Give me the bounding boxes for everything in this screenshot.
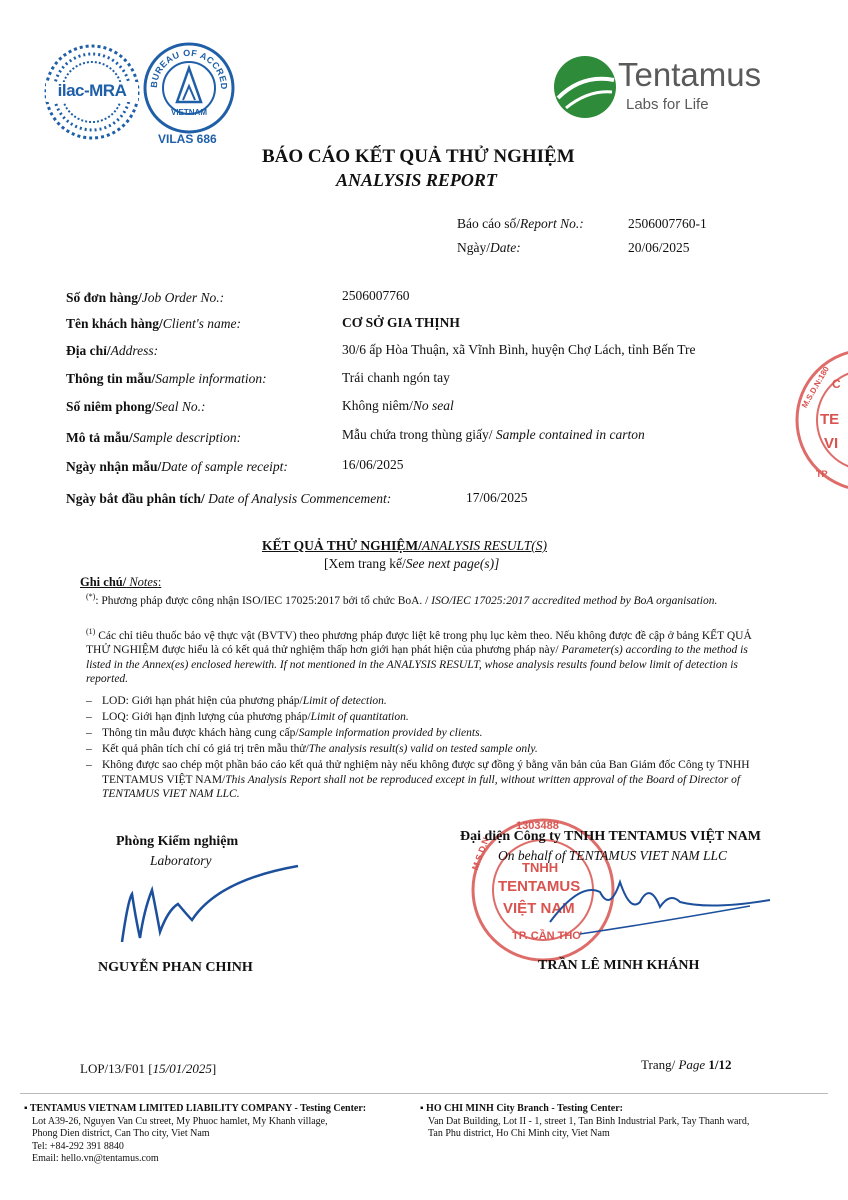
footer-left: ▪ TENTAMUS VIETNAM LIMITED LIABILITY COMPANY - Testing Center: Lot A39-26, Nguyen Van Cu street, My Phuoc hamlet, My Khanh village, Phong Dien district, Can Tho city, Viet Nam Tel: +84-292 391 8840 Email: hello.vn@tentamus.com (24, 1103, 367, 1164)
ilac-logo (44, 44, 140, 140)
note-bullet-valid: – Kết quả phân tích chỉ có giá trị trên mẫu thử/The analysis result(s) valid on tested sample only. (86, 743, 538, 755)
field-label-receipt-date: Ngày nhận mẫu/Date of sample receipt: (66, 459, 288, 474)
note-bullet-sample-info: – Thông tin mẫu được khách hàng cung cấp/Sample information provided by clients. (86, 727, 483, 739)
report-no-label: Báo cáo số/Report No.: (457, 216, 584, 231)
boa-seal-icon (143, 42, 235, 134)
footer-left-line-2: Phong Dien district, Can Tho city, Viet Nam (32, 1128, 210, 1139)
field-label-sample-desc: Mô tả mẫu/Sample description: (66, 430, 242, 445)
stamp-line-2: TENTAMUS (498, 878, 581, 895)
boa-ring-text: BUREAU OF ACCRED (148, 47, 230, 90)
field-value-job-order: 2506007760 (342, 288, 410, 303)
left-sign-title: Phòng Kiểm nghiệm (116, 834, 239, 849)
note-bullet-reproduce: – Không được sao chép một phần báo cáo kết quả thử nghiệm này nếu không được sự đồng ý bằng văn bản của Ban Giám đốc Công ty TNHH TENTAMUS VIỆT NAM/This Analysis Report shall not be reproduced except in full, without written approval of the Board of Director of TENTAMUS VIET NAM LLC. (86, 759, 750, 800)
result-heading: KẾT QUẢ THỬ NGHIỆM/ANALYSIS RESULT(S) (262, 538, 547, 553)
vilas-label: VILAS 686 (158, 132, 217, 146)
field-label-analysis-start: Ngày bắt đầu phân tích/ Date of Analysis Commencement: (66, 491, 392, 506)
field-value-seal: Không niêm/No seal (342, 398, 454, 413)
footer-left-line-1: Lot A39-26, Nguyen Van Cu street, My Phuoc hamlet, My Khanh village, (32, 1115, 328, 1127)
note-pesticide: $^{(1)}$ Các chỉ tiêu thuốc bảo vệ thực vật (BVTV) theo phương pháp được liệt kê trong phụ lục kèm theo. Nếu không được đề cập ở bảng KẾT QUẢ THỬ NGHIỆM được hiểu là có kết quả thử nghiệm thấp hơn giới hạn phát hiện của phương pháp này/ Parameter(s) according to the method is listed in the Annex(es) enclosed herewith. If not mentioned in the ANALYSIS RESULT, whose analysis results found below limit of detection is reported. (86, 627, 752, 686)
field-value-client: CƠ SỞ GIA THỊNH (342, 315, 460, 330)
left-signature-icon (108, 860, 308, 950)
field-label-job-order: Số đơn hàng/Job Order No.: (66, 290, 225, 305)
stamp-city: TP. CẦN THƠ (512, 930, 582, 942)
right-sign-sub: On behalf of TENTAMUS VIET NAM LLC (498, 848, 728, 863)
ilac-text: ilac-MRA (57, 81, 127, 100)
edge-stamp-line-2: C (832, 377, 841, 391)
tentamus-leaf-icon (552, 54, 618, 120)
footer-right-head: HO CHI MINH City Branch - Testing Center: (426, 1103, 623, 1114)
edge-stamp (792, 345, 848, 495)
footer-right-line-2: Tan Phu district, Ho Chi Minh city, Viet Nam (428, 1128, 610, 1139)
footer-left-line-4: Email: hello.vn@tentamus.com (32, 1153, 159, 1164)
note-bullet-loq: – LOQ: Giới hạn định lượng của phương pháp/Limit of quantitation. (86, 711, 409, 723)
field-value-analysis-start: 17/06/2025 (466, 490, 528, 505)
footer-divider (20, 1093, 828, 1094)
field-label-sample-info: Thông tin mẫu/Sample information: (66, 371, 267, 386)
result-see-next: [Xem trang kế/See next page(s)] (324, 556, 500, 571)
boa-logo (143, 42, 235, 134)
field-label-seal: Số niêm phong/Seal No.: (66, 399, 206, 414)
page-number: Trang/ Page 1/12 (641, 1057, 732, 1072)
title-en: ANALYSIS REPORT (336, 170, 497, 190)
note-accredited: (*): Phương pháp được công nhận ISO/IEC 17025:2017 bởi tổ chức BoA. / ISO/IEC 17025:2017 accredited method by BoA organisation. (86, 592, 718, 607)
stamp-number: 1303488 (516, 820, 559, 832)
boa-country: VIETNAM (171, 108, 207, 117)
footer-left-head: TENTAMUS VIETNAM LIMITED LIABILITY COMPANY - Testing Center: (29, 1103, 367, 1114)
notes-heading: Ghi chú/ Notes: (80, 575, 162, 589)
report-date-label: Ngày/Date: (457, 240, 521, 255)
stamp-side: M.S.D.N (470, 836, 492, 872)
brand-tagline: Labs for Life (626, 96, 709, 113)
form-code: LOP/13/F01 [15/01/2025] (80, 1061, 217, 1076)
stamp-line-3: VIỆT NAM (503, 900, 575, 917)
report-date-value: 20/06/2025 (628, 240, 690, 255)
footer-right-line-1: Van Dat Building, Lot II - 1, street 1, Tan Binh Industrial Park, Tay Thanh ward, (428, 1115, 750, 1127)
right-signature-icon (540, 862, 780, 942)
left-sign-sub: Laboratory (150, 853, 212, 868)
edge-stamp-line-5: TP (816, 469, 828, 479)
field-value-address: 30/6 ấp Hòa Thuận, xã Vĩnh Bình, huyện Chợ Lách, tỉnh Bến Tre (342, 342, 696, 357)
title-vn: BÁO CÁO KẾT QUẢ THỬ NGHIỆM (262, 146, 575, 167)
right-sign-title: Đại diện Công ty TNHH TENTAMUS VIỆT NAM (460, 829, 761, 844)
field-value-sample-info: Trái chanh ngón tay (342, 370, 450, 385)
brand-name: Tentamus (618, 56, 762, 93)
footer-right: ▪ HO CHI MINH City Branch - Testing Center: Van Dat Building, Lot II - 1, street 1, Tan Binh Industrial Park, Tay Thanh ward, Tan Phu district, Ho Chi Minh city, Viet Nam (420, 1103, 750, 1139)
field-label-client: Tên khách hàng/Client's name: (66, 316, 242, 331)
stamp-line-1: TNHH (522, 860, 559, 875)
left-sign-name: NGUYỄN PHAN CHINH (98, 960, 253, 975)
note-bullet-lod: – LOD: Giới hạn phát hiện của phương pháp/Limit of detection. (86, 695, 387, 707)
edge-stamp-line-1: M.S.D.N:180 (800, 364, 831, 410)
edge-stamp-line-4: VI (824, 435, 839, 452)
field-value-sample-desc: Mẫu chứa trong thùng giấy/ Sample contained in carton (342, 427, 645, 442)
field-label-address: Địa chỉ/Address: (66, 343, 159, 358)
tentamus-logo (552, 54, 792, 124)
field-value-receipt-date: 16/06/2025 (342, 457, 404, 472)
right-sign-name: TRẦN LÊ MINH KHÁNH (538, 958, 700, 973)
report-no-value: 2506007760-1 (628, 216, 707, 231)
footer-left-line-3: Tel: +84-292 391 8840 (32, 1140, 124, 1152)
edge-stamp-line-3: TE (820, 411, 840, 428)
